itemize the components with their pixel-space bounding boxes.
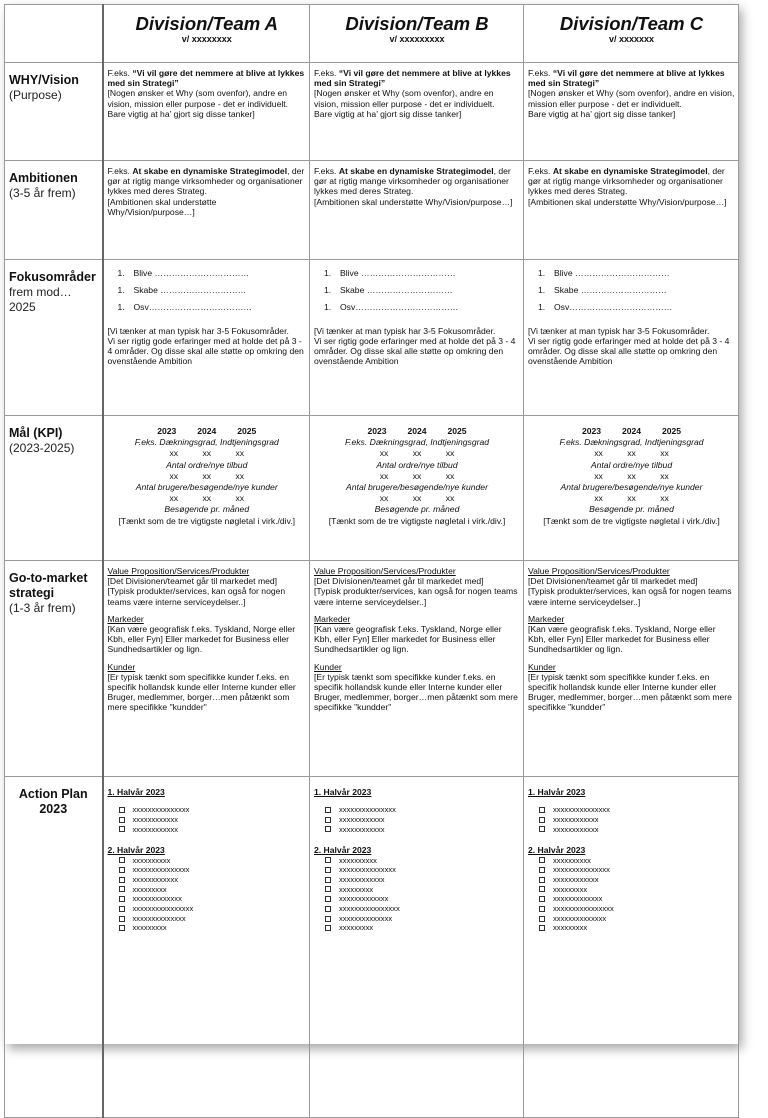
checkbox-icon[interactable] [119, 807, 125, 813]
checkbox-icon[interactable] [325, 896, 331, 902]
gtm-heading: Kunder [528, 661, 556, 672]
kpi-years: 2023 2024 2025 [157, 426, 257, 436]
ambition-text [314, 166, 520, 197]
half-year-heading: 1. Halvår 2023 [107, 787, 165, 797]
why-text [528, 68, 735, 88]
row-label-title: WHY/Vision [9, 73, 79, 87]
focus-item: 1. Osv……………………………… [117, 302, 252, 313]
ambition-rest: , der gør at rigtig mange virksomheder og organisationer lykkes med deres Strateg. [107, 166, 305, 197]
checkbox-icon[interactable] [119, 826, 125, 832]
why-cell [103, 63, 310, 161]
checklist-item[interactable]: xxxxxxxxxxxx [325, 825, 520, 835]
example-prefix: F.eks. [314, 166, 339, 176]
header-row [5, 5, 739, 63]
kpi-note: [Tænkt som de tre vigtigste nøgletal i virk./div.] [328, 515, 506, 526]
focus-item: 1. Skabe ………………………… [117, 285, 247, 296]
why-cell [310, 63, 524, 161]
gtm-text: [Er typisk tænkt som specifikke kunder f.eks. en specifik hollandsk kunde eller Interne kunder eller Bruger, medlemmer, borger…men påtænkt som mere specifikke "kundder" [107, 671, 296, 713]
row-label-title: Go-to-market [9, 571, 88, 585]
action-plan-cell [310, 777, 524, 1118]
why-statement: “Vi vil gøre det nemmere at blive at lykkes med sin Strategi” [528, 68, 725, 89]
kpi-values: xx xx xx [594, 493, 669, 504]
corner-cell [5, 5, 103, 63]
kpi-years: 2023 2024 2025 [367, 426, 467, 436]
checkbox-icon[interactable] [325, 817, 331, 823]
half-year-heading: 2. Halvår 2023 [107, 845, 165, 856]
kpi-values: xx xx xx [169, 448, 245, 459]
row-label-action-plan [5, 777, 103, 1118]
checklist-item[interactable]: xxxxxxxxxxxxxx [539, 914, 735, 924]
checklist-item[interactable]: xxxxxxxxxx [539, 856, 735, 866]
ambition-statement: At skabe en dynamiske Strategimodel [338, 166, 494, 176]
row-label-subtitle: (2023-2025) [9, 441, 75, 455]
ambition-note: [Ambitionen skal understøtte Why/Vision/purpose…] [314, 196, 513, 207]
checklist-item[interactable]: xxxxxxxxxxxxxxx [119, 805, 307, 815]
gtm-text: [Er typisk tænkt som specifikke kunder f.eks. en specifik hollandsk kunde eller Interne kunder eller Bruger, medlemmer, borger…men påtænkt som mere specifikke "kundder" [314, 671, 518, 713]
focus-item: 1. Blive …………………………… [538, 268, 670, 278]
ambition-text [108, 166, 307, 197]
focus-item: 1. Osv……………………………… [538, 302, 673, 313]
checklist-item[interactable]: xxxxxxxxxxxxxxxx [119, 904, 307, 914]
checkbox-icon[interactable] [325, 877, 331, 883]
checklist-item[interactable]: xxxxxxxxxxxxxxx [325, 865, 520, 875]
kpi-values: xx xx xx [379, 448, 455, 459]
checklist-item[interactable]: xxxxxxxxx [539, 923, 735, 933]
ambition-text [528, 166, 735, 197]
column-header-c [524, 5, 739, 63]
row-ambition [5, 161, 739, 260]
focus-note: Vi ser rigtig gode erfaringer med at holde det på 3 - 4 områder. Og disse skal alle støtte op omkring den ovenstående Ambition [528, 335, 730, 367]
checklist-item[interactable]: xxxxxxxxx [325, 885, 520, 895]
example-prefix: F.eks. [107, 166, 133, 176]
example-prefix: F.eks. [107, 68, 133, 78]
kpi-values: xx xx xx [594, 448, 669, 459]
checklist-item[interactable]: xxxxxxxxxx [119, 856, 307, 866]
gtm-cell [103, 561, 310, 777]
checklist-item[interactable]: xxxxxxxxx [119, 885, 307, 895]
why-statement: “Vi vil gøre det nemmere at blive at lykkes med sin Strategi” [314, 68, 511, 89]
checkbox-icon[interactable] [325, 826, 331, 832]
gtm-text: [Typisk produkter/services, kan også for nogen teams være interne serviceydelser..] [314, 586, 518, 607]
checkbox-icon[interactable] [325, 886, 331, 892]
checklist-item[interactable]: xxxxxxxxx [325, 923, 520, 933]
focus-item: 1. Blive …………………………… [324, 268, 456, 278]
kpi-metric: Besøgende pr. måned [589, 504, 674, 515]
checklist-item[interactable]: xxxxxxxxxxxxxxx [325, 805, 520, 815]
why-text [314, 68, 520, 88]
row-label-subtitle: frem mod… 2025 [9, 285, 72, 314]
column-header-a [103, 5, 310, 63]
kpi-metric: Antal brugere/besøgende/nye kunder [346, 482, 488, 493]
checklist-item[interactable]: xxxxxxxxxxxx [325, 875, 520, 885]
checkbox-icon[interactable] [539, 857, 545, 863]
why-cell [524, 63, 739, 161]
row-label-title: Action Plan [18, 787, 88, 801]
checkbox-icon[interactable] [325, 867, 331, 873]
gtm-cell [310, 561, 524, 777]
checklist-item[interactable]: xxxxxxxxxxxxx [119, 894, 307, 904]
why-note: Bare vigtig at ha’ gjort sig disse tanker] [528, 108, 676, 119]
focus-item: 1. Skabe ………………………… [538, 285, 667, 296]
half-year-heading: 1. Halvår 2023 [314, 787, 372, 797]
ambition-statement: At skabe en dynamiske Strategimodel [552, 166, 708, 176]
gtm-cell [524, 561, 739, 777]
document-page [4, 4, 738, 1044]
checklist-item[interactable]: xxxxxxxxxxxx [539, 815, 735, 825]
kpi-metric: F.eks. Dækningsgrad, Indtjeningsgrad [559, 437, 704, 448]
checklist-item[interactable]: xxxxxxxxxxxx [119, 825, 307, 835]
checklist-item[interactable]: xxxxxxxxxxxxx [325, 894, 520, 904]
kpi-values: xx xx xx [594, 470, 669, 481]
kpi-metric: Antal brugere/besøgende/nye kunder [560, 482, 703, 493]
checklist-item[interactable]: xxxxxxxxxxxx [119, 815, 307, 825]
kpi-metric: Antal ordre/nye tilbud [166, 459, 248, 470]
row-label-title: Ambitionen [9, 171, 78, 185]
checkbox-icon[interactable] [325, 857, 331, 863]
kpi-values: xx xx xx [379, 470, 455, 481]
action-plan-cell [524, 777, 739, 1118]
checkbox-icon[interactable] [539, 867, 545, 873]
focus-item: 1. Osv……………………………… [324, 302, 459, 313]
checkbox-icon[interactable] [539, 826, 545, 832]
row-label-subtitle: (3-5 år frem) [9, 186, 76, 200]
gtm-heading: Markeder [528, 613, 565, 624]
gtm-heading: Kunder [314, 661, 342, 672]
row-label-title: 2023 [39, 802, 68, 816]
kpi-note: [Tænkt som de tre vigtigste nøgletal i virk./div.] [543, 515, 720, 526]
gtm-heading: Kunder [107, 661, 136, 672]
row-label-subtitle: (Purpose) [9, 88, 62, 102]
row-label-ambition [5, 161, 103, 260]
kpi-note: [Tænkt som de tre vigtigste nøgletal i virk./div.] [118, 515, 296, 526]
kpi-metric: Besøgende pr. måned [164, 504, 250, 515]
column-header-b [310, 5, 524, 63]
gtm-text: [Det Divisionen/teamet går til markedet med] [528, 576, 698, 587]
checkbox-icon[interactable] [325, 807, 331, 813]
checklist-item[interactable]: xxxxxxxxxxxxxx [119, 914, 307, 924]
checkbox-icon[interactable] [539, 925, 545, 931]
row-label-gtm [5, 561, 103, 777]
row-label-title: strategi [9, 586, 55, 600]
focus-note: [Vi tænker at man typisk har 3-5 Fokusområder. [107, 325, 289, 336]
column-subtitle: v/ xxxxxxxxx [389, 34, 445, 44]
checklist-item[interactable]: xxxxxxxxxxxxxxx [539, 805, 735, 815]
checkbox-icon[interactable] [539, 896, 545, 902]
half-year-heading: 2. Halvår 2023 [314, 845, 372, 856]
why-statement: “Vi vil gøre det nemmere at blive at lykkes med sin Strategi” [107, 68, 305, 89]
column-title: Division/Team A [135, 13, 279, 34]
row-focus-areas [5, 260, 739, 416]
focus-item: 1. Blive …………………………… [117, 268, 250, 278]
gtm-text: [Det Divisionen/teamet går til markedet med] [107, 576, 278, 587]
checkbox-icon[interactable] [539, 886, 545, 892]
ambition-note: [Ambitionen skal understøtte Why/Vision/purpose…] [528, 196, 727, 207]
action-plan-cell [103, 777, 310, 1118]
kpi-values: xx xx xx [169, 470, 245, 481]
kpi-metric: Antal ordre/nye tilbud [590, 459, 673, 470]
focus-cell [103, 260, 310, 416]
kpi-cell [310, 416, 524, 561]
example-prefix: F.eks. [528, 166, 553, 176]
kpi-metric: Antal brugere/besøgende/nye kunder [135, 482, 278, 493]
gtm-heading: Markeder [107, 613, 144, 624]
focus-item: 1. Skabe ………………………… [324, 285, 453, 296]
why-note: [Nogen ønsker et Why (som ovenfor), andre en vision, mission eller purpose - det er individuelt. [107, 88, 289, 109]
kpi-block [528, 421, 735, 527]
checkbox-icon[interactable] [325, 925, 331, 931]
kpi-metric: Antal ordre/nye tilbud [376, 459, 458, 470]
row-why-vision [5, 63, 739, 161]
row-label-title: Mål (KPI) [9, 426, 63, 440]
row-go-to-market [5, 561, 739, 777]
gtm-text: [Kan være geografisk f.eks. Tyskland, Norge eller Kbh, eller Fyn] Eller markedet for Business eller Sundhedsartikler og lign. [314, 624, 502, 655]
kpi-years: 2023 2024 2025 [581, 426, 682, 436]
kpi-metric: F.eks. Dækningsgrad, Indtjeningsgrad [134, 437, 279, 448]
checkbox-icon[interactable] [119, 916, 125, 922]
focus-note: [Vi tænker at man typisk har 3-5 Fokusområder. [314, 325, 496, 336]
checklist-item[interactable]: xxxxxxxxxxxxxxx [119, 865, 307, 875]
ambition-rest: , der gør at rigtig mange virksomheder og organisationer lykkes med deres Strateg. [528, 166, 725, 197]
checklist-item[interactable]: xxxxxxxxx [539, 885, 735, 895]
row-label-why [5, 63, 103, 161]
row-label-kpi [5, 416, 103, 561]
kpi-metric: F.eks. Dækningsgrad, Indtjeningsgrad [344, 437, 490, 448]
gtm-text: [Det Divisionen/teamet går til markedet med] [314, 576, 484, 587]
checkbox-icon[interactable] [119, 896, 125, 902]
kpi-cell [524, 416, 739, 561]
kpi-values: xx xx xx [379, 493, 455, 504]
column-subtitle: v/ xxxxxxx [608, 34, 655, 44]
half-year-heading: 1. Halvår 2023 [528, 787, 586, 797]
checkbox-icon[interactable] [119, 857, 125, 863]
checklist-item[interactable]: xxxxxxxxxx [325, 856, 520, 866]
column-title: Division/Team C [559, 13, 704, 34]
row-kpi [5, 416, 739, 561]
checklist-item[interactable]: xxxxxxxxxxxx [119, 875, 307, 885]
checklist-item[interactable]: xxxxxxxxxxxx [539, 825, 735, 835]
why-note: Bare vigtig at ha’ gjort sig disse tanker] [314, 108, 462, 119]
kpi-cell [103, 416, 310, 561]
ambition-cell [103, 161, 310, 260]
column-title: Division/Team B [345, 13, 489, 34]
checkbox-icon[interactable] [119, 877, 125, 883]
row-label-focus [5, 260, 103, 416]
checklist-item[interactable]: xxxxxxxxxxxx [539, 875, 735, 885]
checklist-item[interactable]: xxxxxxxxxxxxx [539, 894, 735, 904]
kpi-block [314, 421, 520, 527]
why-note: [Nogen ønsker et Why (som ovenfor), andre en vision, mission eller purpose - det er individuelt. [314, 88, 495, 109]
checklist-item[interactable]: xxxxxxxxx [119, 923, 307, 933]
ambition-cell [524, 161, 739, 260]
kpi-block [108, 421, 307, 527]
checkbox-icon[interactable] [119, 906, 125, 912]
row-label-subtitle: (1-3 år frem) [9, 601, 76, 615]
example-prefix: F.eks. [528, 68, 553, 78]
strategy-table [4, 4, 739, 1118]
ambition-statement: At skabe en dynamiske Strategimodel [132, 166, 288, 176]
checkbox-icon[interactable] [539, 817, 545, 823]
checkbox-icon[interactable] [119, 817, 125, 823]
gtm-heading: Value Proposition/Services/Produkter [528, 566, 670, 576]
focus-note: Vi ser rigtig gode erfaringer med at holde det på 3 - 4 områder. Og disse skal alle støtte op omkring den ovenstående Ambition [107, 335, 304, 367]
focus-note: [Vi tænker at man typisk har 3-5 Fokusområder. [528, 325, 710, 336]
gtm-text: [Typisk produkter/services, kan også for nogen teams være interne serviceydelser..] [107, 586, 286, 607]
checkbox-icon[interactable] [539, 906, 545, 912]
ambition-note: [Ambitionen skal understøtte Why/Vision/purpose…] [107, 196, 217, 217]
checkbox-icon[interactable] [539, 807, 545, 813]
checkbox-icon[interactable] [325, 906, 331, 912]
checklist-item[interactable]: xxxxxxxxxxxxxxx [539, 865, 735, 875]
why-note: Bare vigtig at ha’ gjort sig disse tanker] [107, 108, 255, 119]
gtm-text: [Er typisk tænkt som specifikke kunder f.eks. en specifik hollandsk kunde eller Interne kunder eller Bruger, medlemmer, borger…men påtænkt som mere specifikke "kundder" [528, 671, 732, 713]
gtm-heading: Value Proposition/Services/Produkter [107, 566, 250, 576]
gtm-text: [Kan være geografisk f.eks. Tyskland, Norge eller Kbh, eller Fyn] Eller markedet for Business eller Sundhedsartikler og lign. [107, 624, 296, 655]
ambition-cell [310, 161, 524, 260]
column-subtitle: v/ xxxxxxxx [181, 34, 232, 44]
kpi-values: xx xx xx [169, 493, 245, 504]
checkbox-icon[interactable] [539, 877, 545, 883]
checkbox-icon[interactable] [325, 916, 331, 922]
checkbox-icon[interactable] [539, 916, 545, 922]
gtm-text: [Typisk produkter/services, kan også for nogen teams være interne serviceydelser..] [528, 586, 732, 607]
gtm-heading: Value Proposition/Services/Produkter [314, 566, 456, 576]
gtm-heading: Markeder [314, 613, 351, 624]
focus-cell [310, 260, 524, 416]
checkbox-icon[interactable] [119, 867, 125, 873]
checklist-item[interactable]: xxxxxxxxxxxxxxxx [325, 904, 520, 914]
kpi-metric: Besøgende pr. måned [374, 504, 460, 515]
checkbox-icon[interactable] [119, 925, 125, 931]
focus-note: Vi ser rigtig gode erfaringer med at holde det på 3 - 4 områder. Og disse skal alle støtte op omkring den ovenstående Ambition [314, 335, 516, 367]
checkbox-icon[interactable] [119, 886, 125, 892]
checklist-item[interactable]: xxxxxxxxxxxxxxxx [539, 904, 735, 914]
why-text [108, 68, 307, 88]
row-label-title: Fokusområder [9, 270, 96, 284]
checklist-item[interactable]: xxxxxxxxxxxx [325, 815, 520, 825]
checklist-item[interactable]: xxxxxxxxxxxxxx [325, 914, 520, 924]
row-action-plan [5, 777, 739, 1118]
ambition-rest: , der gør at rigtig mange virksomheder og organisationer lykkes med deres Strateg. [314, 166, 511, 197]
half-year-heading: 2. Halvår 2023 [528, 845, 586, 856]
gtm-text: [Kan være geografisk f.eks. Tyskland, Norge eller Kbh, eller Fyn] Eller markedet for Business eller Sundhedsartikler og lign. [528, 624, 716, 655]
focus-cell [524, 260, 739, 416]
why-note: [Nogen ønsker et Why (som ovenfor), andre en vision, mission eller purpose - det er individuelt. [528, 88, 735, 109]
example-prefix: F.eks. [314, 68, 339, 78]
